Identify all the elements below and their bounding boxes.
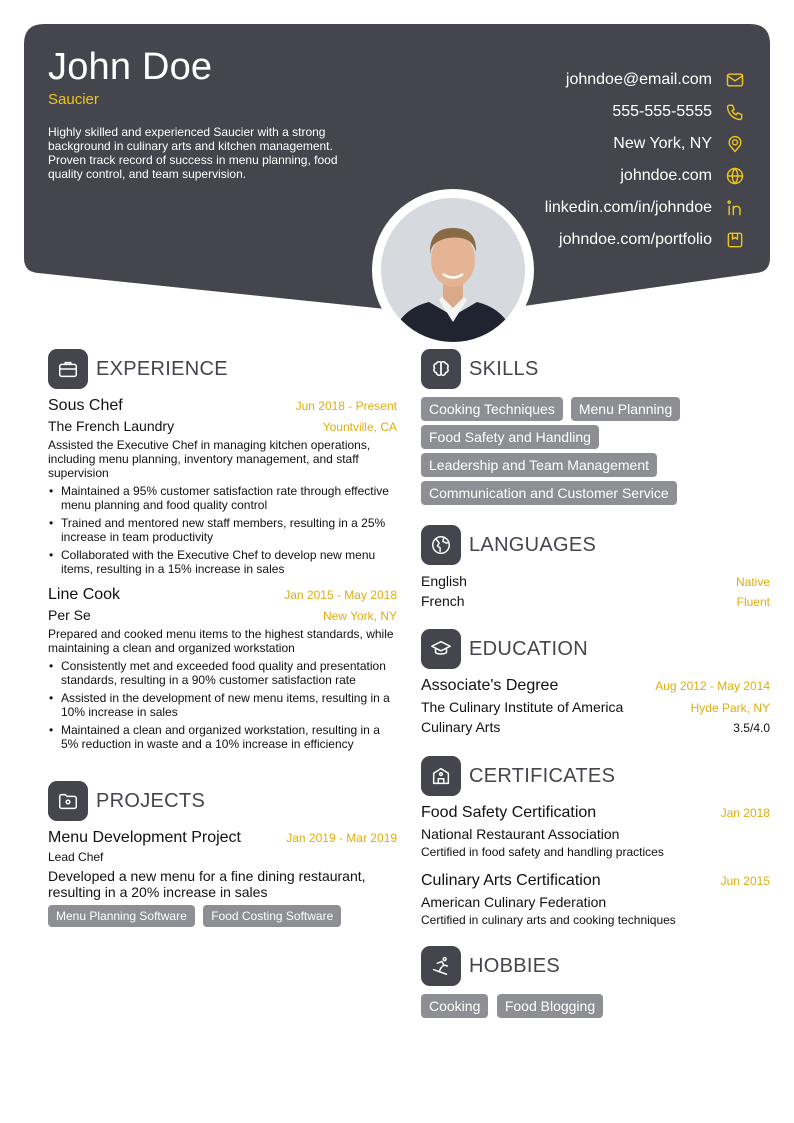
profile-photo [381,198,525,342]
job-description: Assisted the Executive Chef in managing kitchen operations, including menu planning, inventory management, and staff supervision [48,438,371,480]
job-company: Per Se [48,607,91,623]
contact-email-text[interactable]: johndoe@email.com [565,71,712,88]
project-tag: Menu Planning Software [48,905,195,927]
job-achievements [48,659,397,751]
education-item [421,677,770,735]
candidate-role: Saucier [48,91,99,108]
contact-location-text: New York, NY [613,135,712,152]
job-achievements [48,484,397,576]
job-dates: Jun 2018 - Present [295,399,397,413]
experience-section-header [48,349,228,389]
languages-title: LANGUAGES [469,533,597,556]
certificates-section-header [421,756,615,796]
language-item [421,593,770,613]
certificates-list [421,804,770,927]
language-level: Native [735,575,770,589]
project-name: Menu Development Project [48,829,241,846]
job-description: Prepared and cooked menu items to the highest standards, while maintaining a clean and organized workstation [48,627,394,655]
achievement-item: • Trained and mentored new staff members, resulting in a 25% increase in team productivity [48,516,397,544]
language-level: Fluent [736,595,770,609]
hobbies-title: HOBBIES [469,954,561,977]
location-pin-icon [724,133,746,155]
portfolio-icon [724,229,746,251]
projects-section-header [48,781,205,821]
certificate-icon [421,756,461,796]
certificate-issuer: National Restaurant Association [421,826,620,842]
education-section-header [421,629,588,669]
contact-location [426,128,746,160]
certificate-issuer: American Culinary Federation [421,894,607,910]
education-dates: Aug 2012 - May 2014 [655,679,770,693]
job-position: Sous Chef [48,397,123,414]
contact-website-text[interactable]: johndoe.com [620,167,712,184]
phone-icon [724,101,746,123]
job-position: Line Cook [48,586,121,603]
certificates-title: CERTIFICATES [469,764,616,787]
project-tags [48,905,397,927]
contact-phone-text[interactable]: 555-555-5555 [612,103,712,120]
certificate-item [421,804,770,859]
project-tag: Food Costing Software [203,905,341,927]
language-name: English [421,573,467,589]
hobby-tag: Food Blogging [497,994,603,1018]
experience-list [48,397,397,755]
projects-title: PROJECTS [96,789,206,812]
profile-photo-frame [372,189,534,351]
achievement-item: • Maintained a clean and organized workstation, resulting in a 5% reduction in waste and a 10% increase in efficiency [48,723,397,751]
job-location: New York, NY [322,609,397,623]
candidate-name: John Doe [48,46,213,88]
certificate-name: Food Safety Certification [421,804,597,821]
project-item [48,829,397,927]
contact-portfolio-text[interactable]: johndoe.com/portfolio [559,231,712,248]
field-of-study: Culinary Arts [421,719,501,735]
folder-icon [48,781,88,821]
experience-item [48,397,397,576]
certificate-name: Culinary Arts Certification [421,872,601,889]
achievement-item: • Collaborated with the Executive Chef to develop new menu items, resulting in a 15% increase in sales [48,548,397,576]
experience-title: EXPERIENCE [96,357,228,380]
job-dates: Jan 2015 - May 2018 [284,588,397,602]
school-name: The Culinary Institute of America [421,699,624,715]
skill-tag: Leadership and Team Management [421,453,657,477]
language-item [421,573,770,593]
linkedin-icon [724,197,746,219]
globe-icon [724,165,746,187]
contact-email[interactable] [426,64,746,96]
project-dates: Jan 2019 - Mar 2019 [286,831,397,845]
gpa: 3.5/4.0 [733,721,770,735]
skills-list [421,397,770,509]
achievement-item: • Assisted in the development of new menu items, resulting in a 10% increase in sales [48,691,397,719]
experience-item [48,586,397,751]
briefcase-icon [48,349,88,389]
languages-list [421,573,770,613]
mail-icon [724,69,746,91]
skill-tag: Food Safety and Handling [421,425,599,449]
job-location: Yountville, CA [322,420,397,434]
project-description: Developed a new menu for a fine dining restaurant, resulting in a 20% increase in sales [48,868,366,900]
brain-icon [421,349,461,389]
skier-icon [421,946,461,986]
degree: Associate's Degree [421,677,559,694]
school-location: Hyde Park, NY [690,701,770,715]
certificate-date: Jun 2015 [720,874,770,888]
project-role: Lead Chef [48,850,104,864]
certificate-description: Certified in food safety and handling practices [421,845,664,859]
certificate-date: Jan 2018 [720,806,770,820]
certificate-item [421,872,770,927]
graduation-cap-icon [421,629,461,669]
education-title: EDUCATION [469,637,588,660]
achievement-item: • Maintained a 95% customer satisfaction rate through effective menu planning and food quality control [48,484,397,512]
hobbies-list [421,994,770,1022]
certificate-description: Certified in culinary arts and cooking techniques [421,913,676,927]
skills-section-header [421,349,539,389]
contact-website[interactable] [426,160,746,192]
job-company: The French Laundry [48,418,175,434]
hobbies-section-header [421,946,560,986]
skill-tag: Menu Planning [571,397,680,421]
achievement-item: • Consistently met and exceeded food quality and presentation standards, resulting in a 90% customer satisfaction rate [48,659,397,687]
languages-section-header [421,525,596,565]
contact-linkedin-text[interactable]: linkedin.com/in/johndoe [544,199,712,216]
hobby-tag: Cooking [421,994,488,1018]
profile-summary: Highly skilled and experienced Saucier with a strong background in culinary arts and kitchen management. Proven track record of success in menu planning, food quality control, and team supervision. [48,125,338,181]
skill-tag: Communication and Customer Service [421,481,677,505]
language-name: French [421,593,465,609]
skill-tag: Cooking Techniques [421,397,563,421]
contact-phone[interactable] [426,96,746,128]
language-globe-icon [421,525,461,565]
skills-title: SKILLS [469,357,539,380]
